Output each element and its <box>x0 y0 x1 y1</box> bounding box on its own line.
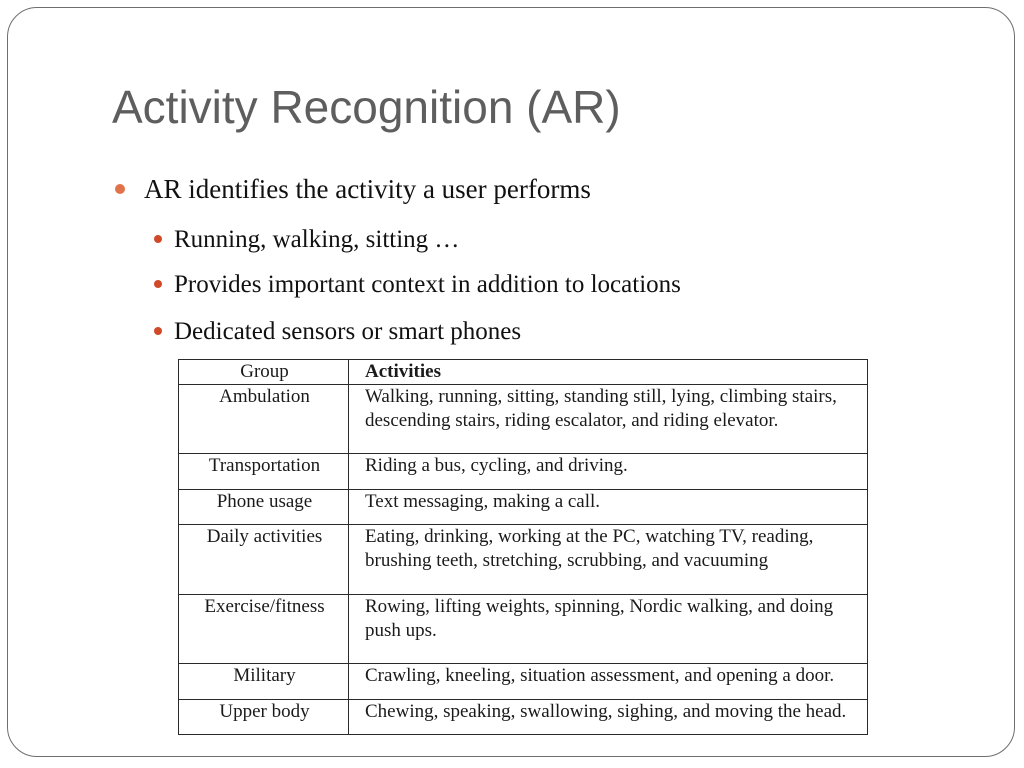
sub-bullet-item <box>174 319 521 344</box>
column-header-activities: Activities <box>349 360 868 385</box>
bullet-text: Running, walking, sitting … <box>174 226 460 253</box>
bullet-text: Provides important context in addition to locations <box>174 271 681 298</box>
activities-cell: Crawling, kneeling, situation assessment, and opening a door. <box>349 664 868 699</box>
activities-cell: Eating, drinking, working at the PC, watching TV, reading, brushing teeth, stretching, scrubbing, and vacuuming <box>349 525 868 594</box>
sub-bullet-item <box>174 272 681 297</box>
table-row <box>179 489 868 524</box>
activities-cell: Chewing, speaking, swallowing, sighing, and moving the head. <box>349 699 868 734</box>
bullet-dot-icon <box>154 327 162 335</box>
slide-title: Activity Recognition (AR) <box>112 81 621 133</box>
table-row <box>179 385 868 454</box>
table-row <box>179 699 868 734</box>
activities-cell: Riding a bus, cycling, and driving. <box>349 454 868 489</box>
activity-table-container <box>178 359 868 735</box>
group-cell: Transportation <box>179 454 349 489</box>
sub-bullet-item <box>174 227 459 252</box>
group-cell: Daily activities <box>179 525 349 594</box>
group-cell: Exercise/fitness <box>179 594 349 663</box>
group-cell: Ambulation <box>179 385 349 454</box>
bullet-dot-icon <box>115 184 125 194</box>
bullet-dot-icon <box>154 280 162 288</box>
group-cell: Upper body <box>179 699 349 734</box>
group-cell: Military <box>179 664 349 699</box>
table-row <box>179 594 868 663</box>
bullet-text: AR identifies the activity a user performs <box>144 174 591 204</box>
activities-cell: Walking, running, sitting, standing still, lying, climbing stairs, descending stairs, riding escalator, and riding elevator. <box>349 385 868 454</box>
bullet-item <box>144 176 591 203</box>
table-row <box>179 664 868 699</box>
table-row <box>179 525 868 594</box>
activity-groups-table <box>178 359 868 735</box>
group-cell: Phone usage <box>179 489 349 524</box>
table-row <box>179 454 868 489</box>
column-header-group: Group <box>179 360 349 385</box>
table-header-row <box>179 360 868 385</box>
bullet-text: Dedicated sensors or smart phones <box>174 318 522 345</box>
activities-cell: Rowing, lifting weights, spinning, Nordic walking, and doing push ups. <box>349 594 868 663</box>
bullet-dot-icon <box>154 235 162 243</box>
activities-cell: Text messaging, making a call. <box>349 489 868 524</box>
